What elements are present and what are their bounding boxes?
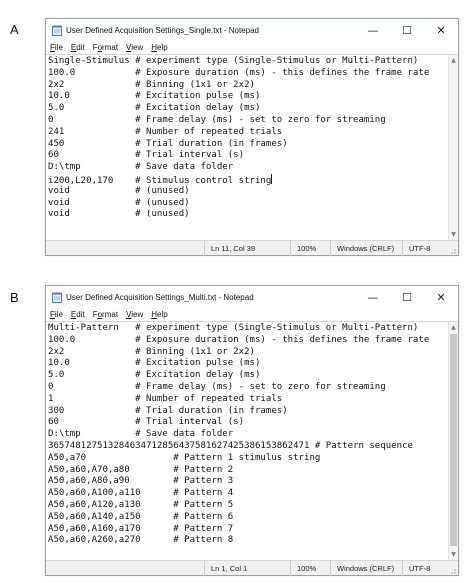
notepad-icon (52, 25, 62, 36)
text-line: 0 # Frame delay (ms) - set to zero for streaming (48, 114, 386, 125)
text-line: 100.0 # Exposure duration (ms) - this defines the frame rate (48, 67, 430, 78)
text-line: i200,L20,170 # Stimulus control string (48, 175, 272, 186)
menu-format[interactable]: Format (92, 310, 119, 319)
encoding: UTF-8 (402, 241, 446, 256)
text-line: A50,a60,A160,a170 # Pattern 7 (48, 523, 234, 534)
chevron-down-icon[interactable]: ▼ (451, 231, 456, 238)
status-bar (46, 560, 458, 575)
text-line: void # (unused) (48, 209, 190, 220)
encoding: UTF-8 (402, 561, 446, 576)
text-line: A50,a60,A80,a90 # Pattern 3 (48, 476, 234, 487)
text-line: A50,a60,A120,a130 # Pattern 5 (48, 499, 234, 510)
text-editor[interactable] (46, 321, 458, 560)
text-line: A50,a60,A100,a110 # Pattern 4 (48, 488, 234, 499)
menu-edit[interactable]: Edit (70, 43, 85, 52)
notepad-window-multi (45, 285, 459, 576)
scroll-thumb[interactable] (450, 334, 457, 546)
text-line: 241 # Number of repeated trials (48, 126, 283, 137)
text-line: 100.0 # Exposure duration (ms) - this defines the frame rate (48, 334, 430, 345)
text-content-a[interactable] (46, 55, 448, 240)
window-title: User Defined Acquisition Settings_Multi.txt - Notepad (66, 292, 254, 302)
maximize-button[interactable]: ☐ (402, 23, 412, 37)
menu-view[interactable]: View (126, 43, 144, 52)
text-line: 365748127513284634712856437581627425386153862471 # Pattern sequence (48, 440, 413, 451)
cursor-position: Ln 1, Col 1 (204, 561, 290, 576)
status-bar (46, 240, 458, 255)
chevron-down-icon[interactable]: ▼ (451, 551, 456, 558)
cursor-position: Ln 11, Col 39 (204, 241, 290, 256)
menu-bar (46, 308, 458, 321)
text-line: 2x2 # Binning (1x1 or 2x2) (48, 79, 255, 90)
text-content-b[interactable] (46, 322, 448, 560)
text-editor[interactable] (46, 54, 458, 240)
chevron-up-icon[interactable]: ▲ (451, 57, 456, 64)
vertical-scrollbar[interactable] (448, 322, 458, 560)
menu-edit[interactable]: Edit (70, 310, 85, 319)
menu-bar (46, 41, 458, 54)
resize-grip[interactable] (446, 561, 458, 576)
notepad-window-single (45, 18, 459, 256)
menu-help[interactable]: Help (151, 310, 168, 319)
text-line: 2x2 # Binning (1x1 or 2x2) (48, 346, 255, 357)
text-line: void # (unused) (48, 185, 190, 196)
text-line: 0 # Frame delay (ms) - set to zero for streaming (48, 381, 386, 392)
text-line: 10.0 # Excitation pulse (ms) (48, 358, 261, 369)
vertical-scrollbar[interactable] (448, 55, 458, 240)
menu-help[interactable]: Help (151, 43, 168, 52)
text-line: 1 # Number of repeated trials (48, 393, 283, 404)
title-bar[interactable] (46, 286, 458, 308)
text-line: void # (unused) (48, 197, 190, 208)
menu-file[interactable]: File (50, 43, 63, 52)
close-button[interactable]: ✕ (436, 290, 446, 304)
text-line: D:\tmp # Save data folder (48, 429, 234, 440)
text-line: A50,a60,A260,a270 # Pattern 8 (48, 535, 234, 546)
close-button[interactable]: ✕ (436, 23, 446, 37)
text-caret (271, 174, 272, 184)
text-line: A50,a70 # Pattern 1 stimulus string (48, 452, 321, 463)
text-line: 300 # Trial duration (in frames) (48, 405, 288, 416)
zoom-level: 100% (290, 561, 330, 576)
notepad-icon (52, 292, 62, 303)
minimize-button[interactable]: — (367, 290, 379, 304)
resize-grip[interactable] (446, 241, 458, 256)
zoom-level: 100% (290, 241, 330, 256)
text-line: A50,a60,A70,a80 # Pattern 2 (48, 464, 234, 475)
text-line: Multi-Pattern # experiment type (Single-Stimulus or Multi-Pattern) (48, 323, 419, 333)
line-ending: Windows (CRLF) (330, 241, 402, 256)
minimize-button[interactable]: — (367, 23, 379, 37)
text-line: 450 # Trial duration (in frames) (48, 138, 288, 149)
panel-label-b: B (10, 290, 19, 305)
menu-format[interactable]: Format (92, 43, 119, 52)
text-line: 60 # Trial interval (s) (48, 150, 245, 161)
chevron-up-icon[interactable]: ▲ (451, 324, 456, 331)
window-title: User Defined Acquisition Settings_Single.txt - Notepad (66, 25, 259, 35)
text-line: 5.0 # Excitation delay (ms) (48, 370, 261, 381)
text-line: 10.0 # Excitation pulse (ms) (48, 91, 261, 102)
title-bar[interactable] (46, 19, 458, 41)
text-line: 60 # Trial interval (s) (48, 417, 245, 428)
text-line: A50,a60,A140,a150 # Pattern 6 (48, 511, 234, 522)
maximize-button[interactable]: ☐ (402, 290, 412, 304)
menu-view[interactable]: View (126, 310, 144, 319)
panel-label-a: A (10, 22, 19, 37)
line-ending: Windows (CRLF) (330, 561, 402, 576)
text-line: 5.0 # Excitation delay (ms) (48, 103, 261, 114)
menu-file[interactable]: File (50, 310, 63, 319)
text-line: Single-Stimulus # experiment type (Single-Stimulus or Multi-Pattern) (48, 56, 419, 66)
text-line: D:\tmp # Save data folder (48, 162, 234, 173)
